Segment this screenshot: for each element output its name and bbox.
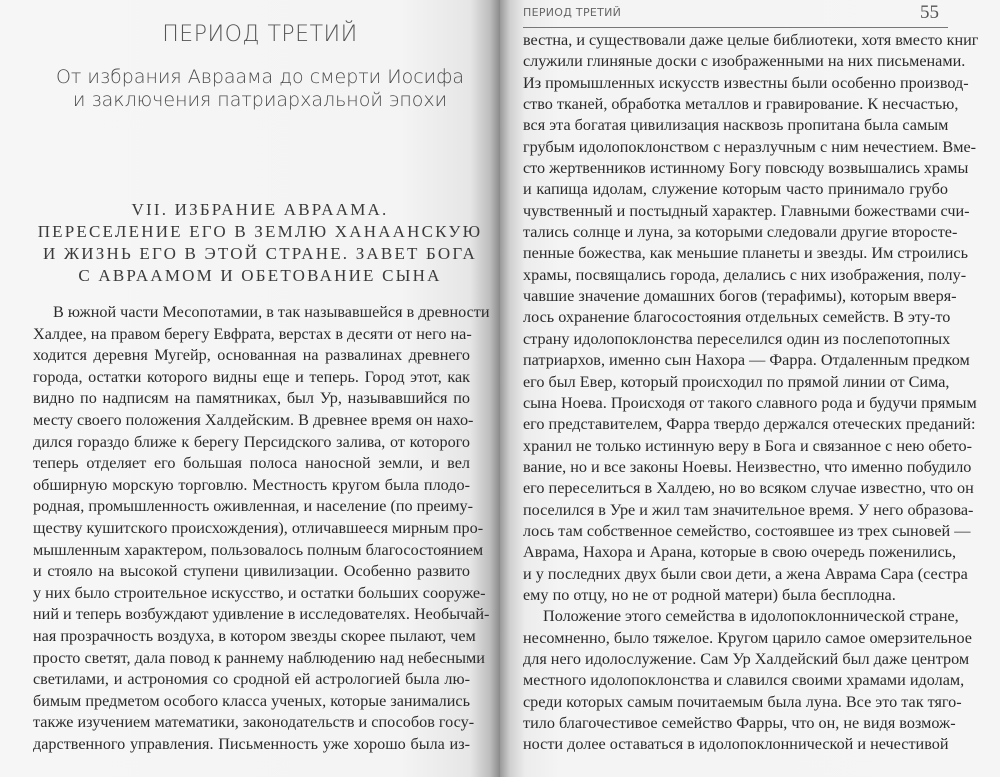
chapter-subtitle-line: От избрания Авраама до смерти Иосифа <box>55 66 465 88</box>
text-line: чавшие значение домашних богов (терафимы), которым вверя- <box>523 287 957 306</box>
text-line: дарственного управления. Письменность уже хорошо была из- <box>33 734 470 753</box>
text-line: месту своего положения Халдейским. В древнее время он нахо- <box>33 410 474 429</box>
text-line: его представителем, Фарра твердо держался отеческих преданий: <box>523 415 976 434</box>
section-heading-line: С АВРААМОМ И ОБЕТОВАНИЕ СЫНА <box>78 266 442 285</box>
text-line: вание, но и все законы Ноевы. Неизвестно, что именно побудило <box>523 457 972 476</box>
text-line: и у последних двух были свои дети, а жена Аврама Сара (сестра <box>523 564 968 583</box>
text-line: и капища идолам, служение которым часто принимало грубо <box>523 180 948 199</box>
text-line: ности долее оставаться в идолопоклоннической и нечестивой <box>523 735 949 754</box>
text-line: ему по отцу, но не от родной матери) была бесплодна. <box>523 585 896 604</box>
text-line: города, остатки которого видны еще и теперь. Город этот, как <box>33 367 470 386</box>
text-line: тило благочестивое семейство Фарры, что он, не видя возмож- <box>523 714 956 732</box>
text-line: его переселиться в Халдею, но во всяком случае известно, что он <box>523 479 974 498</box>
text-line: Положение этого семейства в идолопоклоннической стране, <box>543 607 959 626</box>
section-heading-line: И ЖИЗНЬ ЕГО В ЭТОЙ СТРАНЕ. ЗАВЕТ БОГА <box>42 244 478 263</box>
header-rule <box>523 27 948 28</box>
text-line: среди которых самым почитаемым была луна. Все это так тяго- <box>523 692 962 711</box>
text-line: дился гораздо ближе к берегу Персидского залива, от которого <box>33 432 470 451</box>
text-line: просто светят, дала повод к раннему наблюдению над небесными <box>33 648 485 667</box>
text-line: и стояло на высокой ступени цивилизации. Особенно развито <box>33 562 470 581</box>
text-line: его был Евер, который происходил по прямой линии от Сима, <box>523 372 950 391</box>
text-line: родная, промышленность оживленная, и население (по преиму- <box>33 497 473 516</box>
text-line: ходится деревня Мугейр, основанная на развалинах древнего <box>33 346 470 365</box>
section-heading-line: VII. ИЗБРАНИЕ АВРААМА. <box>131 200 389 219</box>
text-line: бимым предметом особого класса ученых, которые занимались <box>33 691 470 710</box>
text-line: пенные божества, как меньшие планеты и звезды. Им строились <box>523 244 968 263</box>
text-line: мышленным характером, пользовалось полным благосостоянием <box>33 540 484 559</box>
text-line: видно по надписям на памятниках, был Ур, называвшийся по <box>33 389 470 408</box>
text-line: тались солнце и луна, за которыми следовали другие второсте- <box>523 223 958 242</box>
section-heading-line: ПЕРЕСЕЛЕНИЕ ЕГО В ЗЕМЛЮ ХАНААНСКУЮ <box>37 222 483 241</box>
text-line: у них было строительное искусство, и остатки больших сооруже- <box>33 583 486 602</box>
text-line: местного идолопоклонства и славился своими храмами идолам, <box>523 671 965 690</box>
text-line: грубым идолопоклонством с неразлучным с ним нечестием. Вме- <box>523 137 977 156</box>
text-line: страну идолопоклонства переселился один из послепотопных <box>523 329 951 348</box>
text-line: вестна, и существовали даже целые библиотеки, хотя вместо книг <box>523 31 979 49</box>
chapter-subtitle-line: и заключения патриархальной эпохи <box>72 89 448 111</box>
text-line: ществу кушитского происхождения), отличавшееся мирным про- <box>33 518 484 537</box>
text-line: сына Ноева. Происходя от такого славного рода и будучи прямым <box>523 393 977 412</box>
text-line: для него идолослужение. Сам Ур Халдейский был даже центром <box>523 649 970 668</box>
text-line: поселился в Уре и жил там значительное время. У него образова- <box>523 500 974 519</box>
text-line: теперь отделяет его большая полоса наносной земли, и вел <box>33 454 470 473</box>
left-body-text <box>33 302 490 755</box>
text-line: ний и теперь возбуждают удивление в исследователях. Необычай- <box>33 605 490 624</box>
text-line: лось охранение благосостояния отдельных семейств. В эту-то <box>523 308 951 327</box>
right-body-text <box>523 30 979 756</box>
page-number: 55 <box>920 2 939 23</box>
text-line: храмы, посвящались города, делались с них изображения, полу- <box>523 265 967 284</box>
text-line: хранил не только истинную веру в Бога и связанное с нею обето- <box>523 436 973 455</box>
text-line: Из промышленных искусств известны были особенно производ- <box>523 73 969 92</box>
text-line: ство тканей, обработка металлов и гравирование. К несчастью, <box>523 95 959 114</box>
text-line: обширную морскую торговлю. Местность кругом была плодо- <box>33 475 470 494</box>
text-line: В южной части Месопотамии, в так называвшейся в древности <box>53 303 490 321</box>
text-line: Халдее, на правом берегу Евфрата, верстах в десяти от него на- <box>33 324 472 343</box>
text-line: сто жертвенников истинному Богу повсюду возвышались храмы <box>523 159 969 178</box>
text-line: патриархов, именно сын Нахора — Фарра. Отдаленным предком <box>523 351 970 370</box>
text-line: несомненно, было тяжелое. Кругом царило самое омерзительное <box>523 628 972 647</box>
running-head: ПЕРИОД ТРЕТИЙ <box>523 6 622 19</box>
text-line: служили глиняные доски с изображенными на них письменами. <box>523 52 966 71</box>
text-line: также изучением математики, законодательств и способов госу- <box>33 713 475 732</box>
right-page <box>500 0 1000 777</box>
text-line: светилами, и астрономия со сродной ей астрологией была лю- <box>33 670 470 689</box>
text-line: вся эта богатая цивилизация насквозь пропитана была самым <box>523 116 949 135</box>
text-line: лось там собственное семейство, состоявшее из трех сыновей — <box>523 521 971 540</box>
text-line: ная прозрачность воздуха, в котором звезды скорее пылают, чем <box>33 626 476 645</box>
text-line: чувственный и постыдный характер. Главными божествами счи- <box>523 201 970 220</box>
period-title: ПЕРИОД ТРЕТИЙ <box>162 22 358 47</box>
text-line: Аврама, Нахора и Арана, которые в свою очередь поженились, <box>523 543 957 562</box>
